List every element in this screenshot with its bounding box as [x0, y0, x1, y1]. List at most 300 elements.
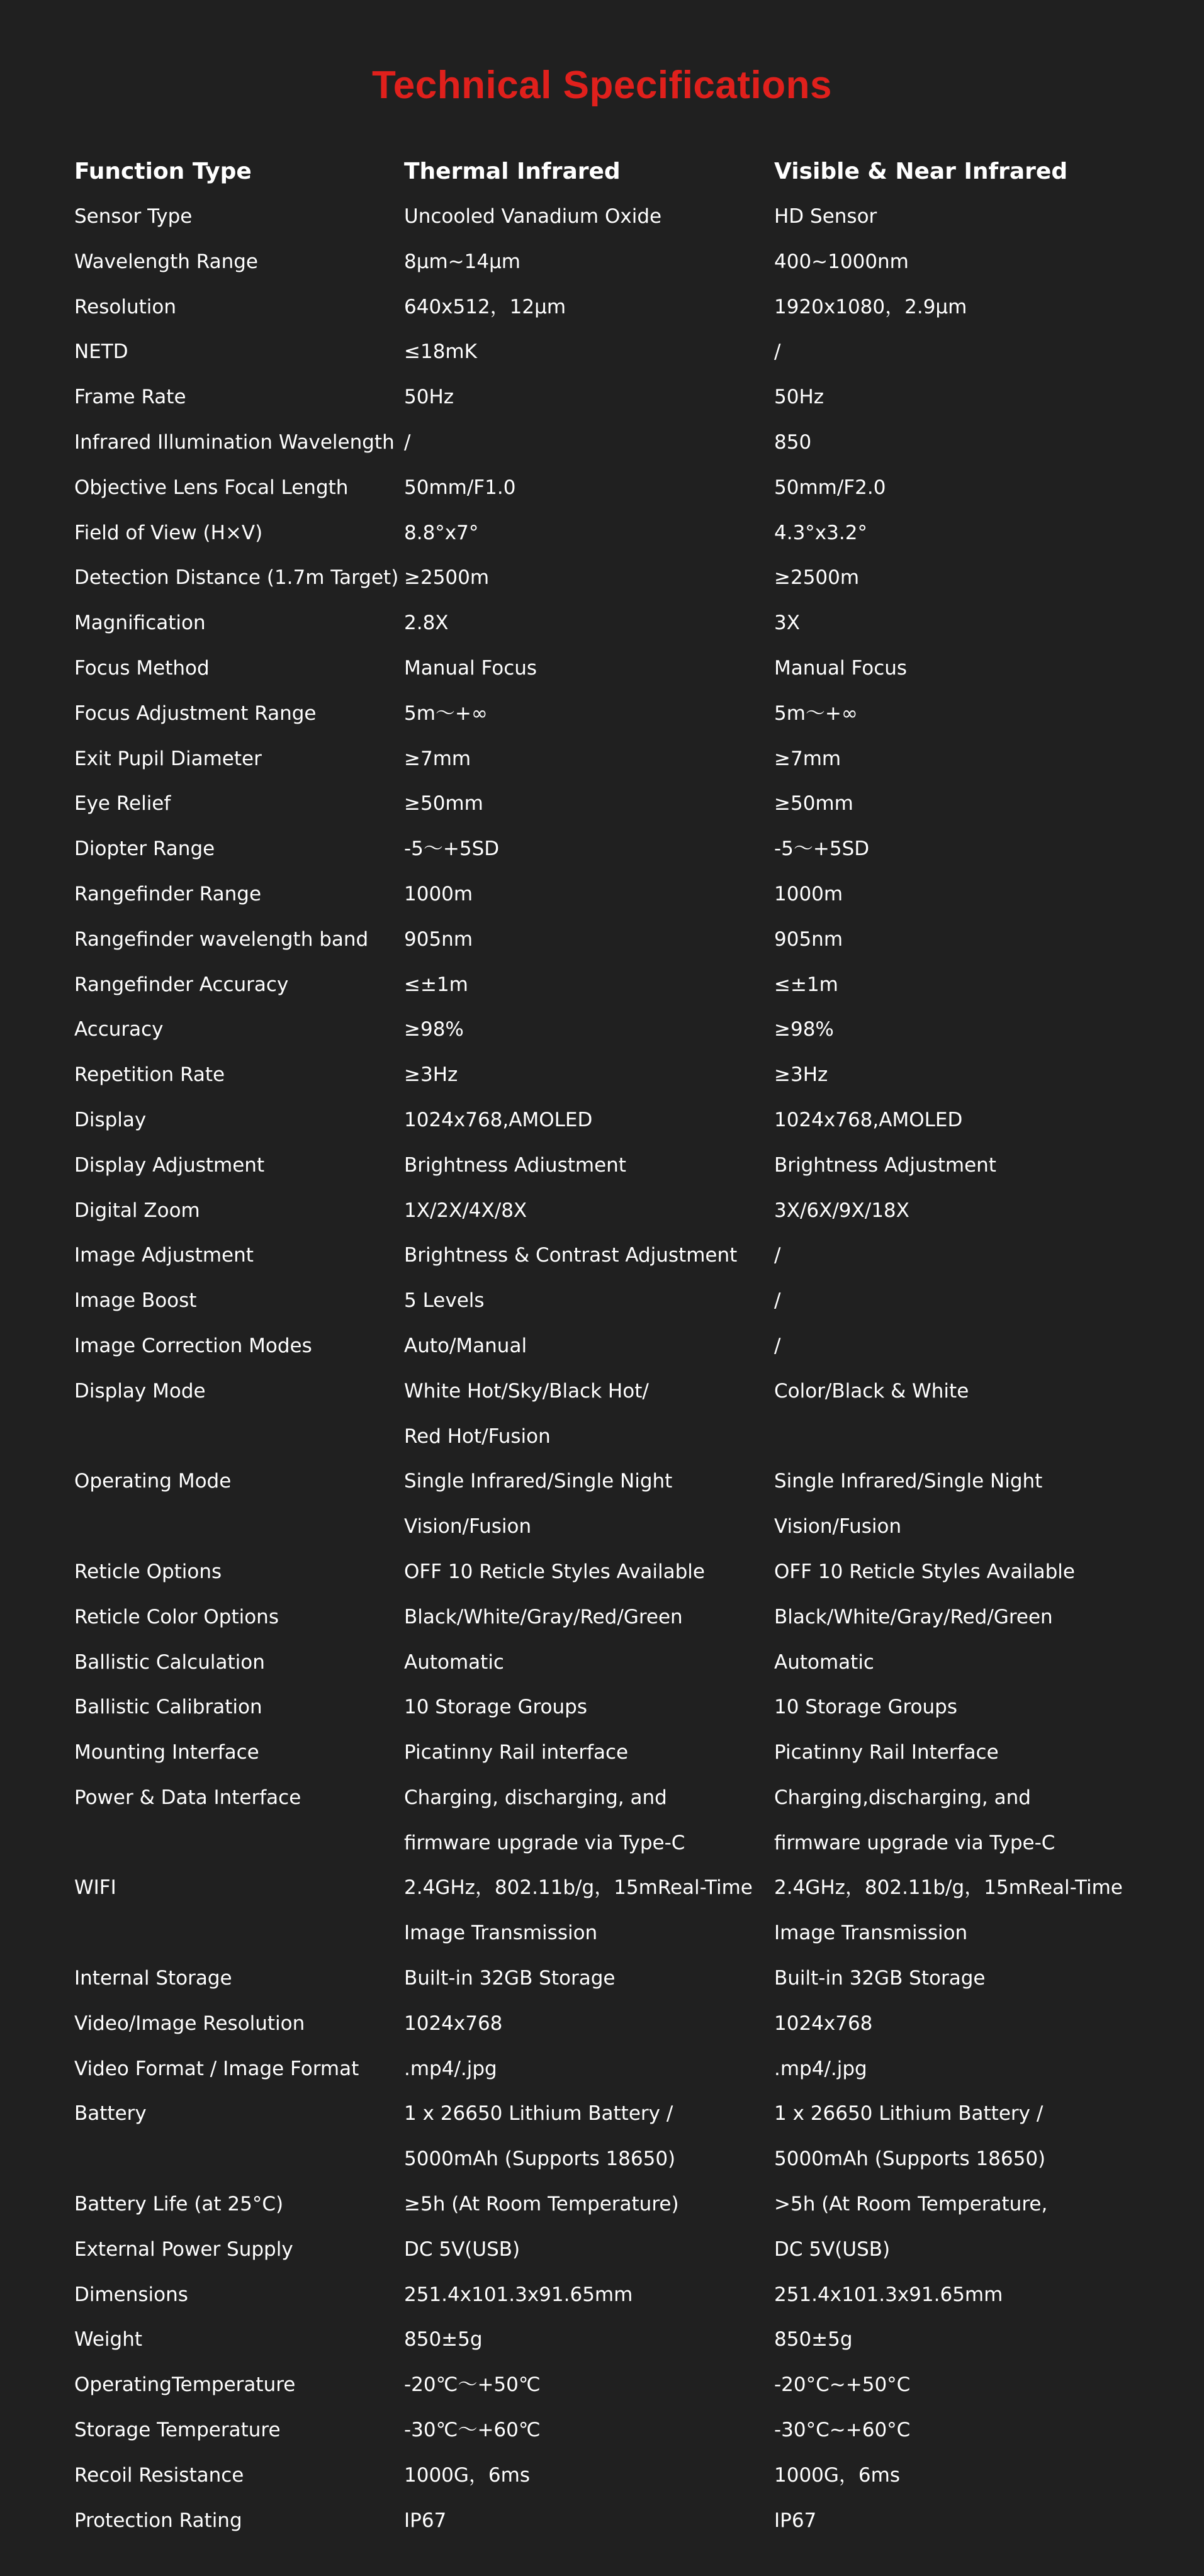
visible-value — [774, 737, 1144, 782]
table-row — [74, 1640, 1144, 1686]
thermal-value-line: 50mm/F1.0 — [404, 476, 516, 499]
table-row — [74, 466, 1144, 511]
visible-value — [774, 1369, 1144, 1414]
thermal-value — [404, 1550, 774, 1595]
spec-label-text: Ballistic Calculation — [74, 1650, 265, 1674]
spec-label — [74, 2182, 404, 2227]
table-row — [74, 2363, 1144, 2408]
visible-value-line: Image Transmission — [774, 1922, 968, 1945]
table-row — [74, 2408, 1144, 2453]
thermal-value — [404, 1098, 774, 1143]
thermal-value-line: Built-in 32GB Storage — [404, 1967, 616, 1990]
thermal-value — [404, 2273, 774, 2318]
thermal-value-line: Charging, discharging, and — [404, 1786, 667, 1809]
visible-value-line: 5000mAh (Supports 18650) — [774, 2148, 1046, 2171]
thermal-value-line: firmware upgrade via Type-C — [404, 1831, 685, 1854]
visible-value-line: Brightness Adjustment — [774, 1153, 996, 1177]
thermal-value-line: Brightness Adiustment — [404, 1153, 626, 1177]
visible-value — [774, 556, 1144, 601]
thermal-value-line: ≥5h (At Room Temperature) — [404, 2193, 679, 2216]
spec-label-text: Dimensions — [74, 2283, 188, 2306]
spec-label — [74, 1956, 404, 2002]
spec-label — [74, 2092, 404, 2137]
visible-value-line: 850 — [774, 430, 812, 454]
page-title: Technical Specifications — [372, 64, 832, 107]
visible-value — [774, 963, 1144, 1008]
spec-label-text: Storage Temperature — [74, 2419, 281, 2442]
thermal-value — [404, 511, 774, 556]
thermal-value-line: 8.8°x7° — [404, 521, 479, 544]
thermal-value-line: ≤±1m — [404, 973, 468, 996]
thermal-value — [404, 2408, 774, 2453]
spec-label-text: Ballistic Calibration — [74, 1696, 262, 1719]
thermal-value-line: 1024x768,AMOLED — [404, 1108, 593, 1131]
visible-value-line: / — [774, 340, 781, 364]
visible-value — [774, 1730, 1144, 1776]
thermal-value-line: OFF 10 Reticle Styles Available — [404, 1560, 705, 1583]
thermal-value-line: Red Hot/Fusion — [404, 1425, 551, 1448]
thermal-value — [404, 2363, 774, 2408]
spec-label — [74, 692, 404, 737]
thermal-value-line: ≥7mm — [404, 747, 471, 770]
spec-label-text: Repetition Rate — [74, 1063, 225, 1087]
spec-label-text: Mounting Interface — [74, 1741, 259, 1764]
visible-value-line: 5m～+∞ — [774, 702, 858, 725]
visible-value-line: 2.4GHz，802.11b/g，15mReal-Time — [774, 1876, 1123, 1900]
visible-value — [774, 2408, 1144, 2453]
visible-value — [774, 285, 1144, 330]
spec-label-text: Focus Adjustment Range — [74, 702, 317, 725]
thermal-value — [404, 1595, 774, 1640]
thermal-value — [404, 556, 774, 601]
table-header-row — [74, 149, 1144, 194]
thermal-value-line: 1024x768 — [404, 2012, 503, 2035]
visible-value — [774, 1098, 1144, 1143]
visible-value — [774, 2453, 1144, 2499]
thermal-value-line: Image Transmission — [404, 1922, 598, 1945]
spec-label-text: Detection Distance (1.7m Target) — [74, 566, 399, 590]
spec-label — [74, 1776, 404, 1821]
table-row — [74, 1233, 1144, 1279]
thermal-value — [404, 2182, 774, 2227]
thermal-value — [404, 827, 774, 872]
spec-label-text: Battery — [74, 2102, 147, 2125]
spec-label — [74, 2453, 404, 2499]
thermal-value-line: 50Hz — [404, 386, 454, 409]
spec-label — [74, 1369, 404, 1414]
spec-label-text: Eye Relief — [74, 792, 171, 815]
thermal-value-line: / — [404, 430, 411, 454]
table-row — [74, 2092, 1144, 2182]
header-function-type: Function Type — [74, 159, 252, 184]
spec-label-text: Power & Data Interface — [74, 1786, 301, 1809]
spec-label-text: External Power Supply — [74, 2237, 293, 2261]
spec-label-text: Battery Life (at 25°C) — [74, 2193, 284, 2216]
visible-value — [774, 420, 1144, 466]
visible-value — [774, 2182, 1144, 2227]
visible-value — [774, 1459, 1144, 1550]
visible-value-line: / — [774, 1289, 781, 1313]
spec-label — [74, 737, 404, 782]
visible-value — [774, 240, 1144, 285]
thermal-value-line: 850±5g — [404, 2328, 483, 2351]
thermal-value — [404, 2317, 774, 2363]
spec-label-text: Frame Rate — [74, 386, 186, 409]
spec-label-text: NETD — [74, 340, 128, 364]
thermal-value-line: 10 Storage Groups — [404, 1696, 587, 1719]
spec-label — [74, 2002, 404, 2047]
spec-label — [74, 1007, 404, 1053]
visible-value-line: 1000G，6ms — [774, 2463, 900, 2487]
spec-label — [74, 1279, 404, 1324]
spec-label — [74, 1866, 404, 1911]
spec-label — [74, 1730, 404, 1776]
thermal-value — [404, 1459, 774, 1550]
spec-label — [74, 466, 404, 511]
spec-label — [74, 240, 404, 285]
visible-value-line: 50mm/F2.0 — [774, 476, 886, 499]
thermal-value-line: ≥50mm — [404, 792, 483, 815]
thermal-value-line: Auto/Manual — [404, 1334, 527, 1357]
table-row — [74, 2047, 1144, 2092]
table-row — [74, 375, 1144, 420]
spec-label-text: Image Boost — [74, 1289, 197, 1313]
thermal-value — [404, 1866, 774, 1956]
spec-label — [74, 1640, 404, 1686]
table-row — [74, 1098, 1144, 1143]
visible-value-line: Charging,discharging, and — [774, 1786, 1031, 1809]
thermal-value-line: ≥2500m — [404, 566, 490, 590]
visible-value — [774, 1233, 1144, 1279]
spec-label — [74, 1459, 404, 1504]
spec-label-text: Video/Image Resolution — [74, 2012, 305, 2035]
thermal-value — [404, 2499, 774, 2544]
table-row — [74, 1143, 1144, 1189]
visible-value — [774, 1143, 1144, 1189]
thermal-value — [404, 240, 774, 285]
spec-label — [74, 375, 404, 420]
visible-value — [774, 646, 1144, 692]
thermal-value-line: ≥98% — [404, 1018, 464, 1041]
table-row — [74, 1189, 1144, 1234]
visible-value-line: -20°C~+50°C — [774, 2373, 911, 2397]
thermal-value-line: Vision/Fusion — [404, 1515, 532, 1538]
table-row — [74, 1776, 1144, 1866]
table-row — [74, 511, 1144, 556]
visible-value — [774, 1595, 1144, 1640]
visible-value — [774, 330, 1144, 375]
table-row — [74, 2453, 1144, 2499]
visible-value-line: Color/Black & White — [774, 1379, 969, 1403]
visible-value-line: 1024x768 — [774, 2012, 873, 2035]
spec-label-text: Resolution — [74, 295, 176, 318]
thermal-value — [404, 601, 774, 646]
thermal-value-line: 8μm~14μm — [404, 250, 520, 273]
spec-label — [74, 2047, 404, 2092]
table-row — [74, 420, 1144, 466]
thermal-value — [404, 1324, 774, 1369]
thermal-value — [404, 2092, 774, 2182]
table-row — [74, 240, 1144, 285]
thermal-value — [404, 781, 774, 827]
spec-label-text: Reticle Options — [74, 1560, 222, 1583]
table-row — [74, 1053, 1144, 1098]
header-thermal-infrared: Thermal Infrared — [404, 159, 621, 184]
spec-label — [74, 601, 404, 646]
visible-value — [774, 781, 1144, 827]
thermal-value-line: ≥3Hz — [404, 1063, 458, 1087]
thermal-value — [404, 1233, 774, 1279]
visible-value-line: 850±5g — [774, 2328, 853, 2351]
table-row — [74, 1279, 1144, 1324]
thermal-value — [404, 285, 774, 330]
thermal-value — [404, 692, 774, 737]
table-row — [74, 601, 1144, 646]
spec-label-text: Weight — [74, 2328, 143, 2351]
spec-label — [74, 1189, 404, 1234]
table-row — [74, 1459, 1144, 1550]
visible-value — [774, 2092, 1144, 2182]
thermal-value — [404, 1007, 774, 1053]
spec-label — [74, 646, 404, 692]
thermal-value — [404, 917, 774, 963]
table-row — [74, 1324, 1144, 1369]
visible-value — [774, 511, 1144, 556]
spec-label-text: Diopter Range — [74, 837, 215, 861]
visible-value — [774, 1279, 1144, 1324]
visible-value-line: Black/White/Gray/Red/Green — [774, 1605, 1053, 1628]
thermal-value — [404, 466, 774, 511]
spec-label — [74, 194, 404, 240]
visible-value-line: ≥7mm — [774, 747, 841, 770]
table-row — [74, 1685, 1144, 1730]
visible-value-line: 905nm — [774, 927, 843, 951]
spec-label — [74, 2273, 404, 2318]
visible-value-line: HD Sensor — [774, 205, 877, 228]
visible-value-line: firmware upgrade via Type-C — [774, 1831, 1055, 1854]
spec-label-text: Display Mode — [74, 1379, 206, 1403]
visible-value-line: 4.3°x3.2° — [774, 521, 867, 544]
visible-value — [774, 1324, 1144, 1369]
table-row — [74, 2227, 1144, 2273]
visible-value — [774, 601, 1144, 646]
spec-table — [74, 149, 1144, 2543]
thermal-value-line: Brightness & Contrast Adjustment — [404, 1244, 738, 1267]
spec-label-text: WIFI — [74, 1876, 116, 1900]
visible-value-line: Picatinny Rail Interface — [774, 1741, 999, 1764]
table-row — [74, 1866, 1144, 1956]
spec-label-text: Wavelength Range — [74, 250, 259, 273]
thermal-value-line: -5～+5SD — [404, 837, 500, 861]
spec-label-text: Reticle Color Options — [74, 1605, 279, 1628]
thermal-value — [404, 1640, 774, 1686]
visible-value-line: ≥98% — [774, 1018, 834, 1041]
visible-value-line: IP67 — [774, 2509, 817, 2532]
thermal-value — [404, 1369, 774, 1460]
spec-label-text: Operating Mode — [74, 1470, 232, 1493]
spec-label-text: Video Format / Image Format — [74, 2057, 359, 2080]
thermal-value — [404, 1776, 774, 1866]
spec-label — [74, 827, 404, 872]
visible-value-line: / — [774, 1244, 781, 1267]
spec-label-text: OperatingTemperature — [74, 2373, 296, 2397]
visible-value-line: 10 Storage Groups — [774, 1696, 957, 1719]
visible-value-line: 251.4x101.3x91.65mm — [774, 2283, 1003, 2306]
table-row — [74, 1369, 1144, 1460]
spec-label — [74, 1550, 404, 1595]
visible-value-line: Vision/Fusion — [774, 1515, 902, 1538]
thermal-value-line: 640x512，12μm — [404, 295, 566, 318]
thermal-value-line: 1000m — [404, 882, 473, 905]
visible-value — [774, 827, 1144, 872]
thermal-value — [404, 963, 774, 1008]
thermal-value — [404, 2227, 774, 2273]
spec-label — [74, 511, 404, 556]
thermal-value — [404, 330, 774, 375]
table-row — [74, 963, 1144, 1008]
spec-label — [74, 2227, 404, 2273]
visible-value-line: ≥2500m — [774, 566, 860, 590]
thermal-value — [404, 646, 774, 692]
table-row — [74, 2499, 1144, 2544]
table-row — [74, 737, 1144, 782]
spec-label — [74, 1233, 404, 1279]
thermal-value-line: Single Infrared/Single Night — [404, 1470, 673, 1493]
thermal-value-line: IP67 — [404, 2509, 447, 2532]
thermal-value — [404, 2047, 774, 2092]
thermal-value-line: Picatinny Rail interface — [404, 1741, 629, 1764]
visible-value — [774, 692, 1144, 737]
visible-value-line: ≥50mm — [774, 792, 853, 815]
table-body — [74, 194, 1144, 2543]
thermal-value — [404, 1279, 774, 1324]
visible-value-line: 3X/6X/9X/18X — [774, 1199, 909, 1222]
spec-label-text: Sensor Type — [74, 205, 193, 228]
thermal-value-line: 1000G，6ms — [404, 2463, 530, 2487]
visible-value — [774, 2273, 1144, 2318]
visible-value-line: .mp4/.jpg — [774, 2057, 867, 2080]
visible-value — [774, 1053, 1144, 1098]
table-row — [74, 2273, 1144, 2318]
spec-label — [74, 1595, 404, 1640]
table-row — [74, 2317, 1144, 2363]
visible-value — [774, 1550, 1144, 1595]
spec-label — [74, 2363, 404, 2408]
visible-value — [774, 2002, 1144, 2047]
thermal-value-line: Black/White/Gray/Red/Green — [404, 1605, 683, 1628]
spec-label-text: Rangefinder Accuracy — [74, 973, 289, 996]
table-row — [74, 1595, 1144, 1640]
visible-value — [774, 1007, 1144, 1053]
spec-label-text: Exit Pupil Diameter — [74, 747, 262, 770]
spec-label — [74, 781, 404, 827]
spec-label-text: Field of View (H×V) — [74, 521, 263, 544]
spec-label — [74, 963, 404, 1008]
table-row — [74, 1956, 1144, 2002]
thermal-value-line: -20℃～+50℃ — [404, 2373, 541, 2397]
table-row — [74, 285, 1144, 330]
visible-value-line: 1000m — [774, 882, 843, 905]
spec-label-text: Rangefinder wavelength band — [74, 927, 369, 951]
spec-label — [74, 420, 404, 466]
visible-value — [774, 1685, 1144, 1730]
table-row — [74, 2002, 1144, 2047]
table-row — [74, 781, 1144, 827]
visible-value — [774, 1776, 1144, 1866]
spec-label — [74, 2317, 404, 2363]
visible-value — [774, 872, 1144, 917]
thermal-value-line: .mp4/.jpg — [404, 2057, 497, 2080]
visible-value — [774, 917, 1144, 963]
table-row — [74, 2182, 1144, 2227]
table-row — [74, 827, 1144, 872]
table-row — [74, 917, 1144, 963]
table-row — [74, 556, 1144, 601]
spec-label — [74, 2408, 404, 2453]
spec-label-text: Accuracy — [74, 1018, 164, 1041]
spec-label — [74, 917, 404, 963]
spec-label — [74, 1143, 404, 1189]
spec-label — [74, 872, 404, 917]
visible-value — [774, 2047, 1144, 2092]
visible-value — [774, 1640, 1144, 1686]
header-visible-near-infrared: Visible & Near Infrared — [774, 159, 1068, 184]
spec-label — [74, 1685, 404, 1730]
thermal-value-line: 5000mAh (Supports 18650) — [404, 2148, 676, 2171]
visible-value-line: 1920x1080，2.9μm — [774, 295, 967, 318]
spec-label — [74, 285, 404, 330]
visible-value-line: 1 x 26650 Lithium Battery / — [774, 2102, 1044, 2125]
thermal-value — [404, 2002, 774, 2047]
spec-label-text: Internal Storage — [74, 1967, 232, 1990]
table-row — [74, 872, 1144, 917]
visible-value-line: 1024x768,AMOLED — [774, 1108, 963, 1131]
spec-label-text: Magnification — [74, 612, 206, 635]
visible-value-line: >5h (At Room Temperature, — [774, 2193, 1048, 2216]
thermal-value — [404, 872, 774, 917]
thermal-value-line: Manual Focus — [404, 656, 537, 680]
thermal-value-line: DC 5V(USB) — [404, 2237, 520, 2261]
spec-label-text: Objective Lens Focal Length — [74, 476, 349, 499]
visible-value-line: Automatic — [774, 1650, 874, 1674]
thermal-value-line: 1X/2X/4X/8X — [404, 1199, 527, 1222]
visible-value-line: 50Hz — [774, 386, 824, 409]
spec-label-text: Display Adjustment — [74, 1153, 265, 1177]
thermal-value — [404, 1189, 774, 1234]
thermal-value-line: 251.4x101.3x91.65mm — [404, 2283, 633, 2306]
thermal-value-line: White Hot/Sky/Black Hot/ — [404, 1379, 649, 1403]
thermal-value — [404, 1685, 774, 1730]
visible-value — [774, 194, 1144, 240]
visible-value — [774, 2499, 1144, 2544]
visible-value — [774, 375, 1144, 420]
table-row — [74, 1550, 1144, 1595]
thermal-value — [404, 194, 774, 240]
table-row — [74, 1730, 1144, 1776]
visible-value-line: / — [774, 1334, 781, 1357]
thermal-value-line: 5 Levels — [404, 1289, 485, 1313]
thermal-value — [404, 1143, 774, 1189]
visible-value-line: 3X — [774, 612, 800, 635]
table-row — [74, 692, 1144, 737]
visible-value-line: 400~1000nm — [774, 250, 909, 273]
spec-label — [74, 2499, 404, 2544]
thermal-value-line: 1 x 26650 Lithium Battery / — [404, 2102, 673, 2125]
spec-label-text: Image Correction Modes — [74, 1334, 312, 1357]
spec-label-text: Recoil Resistance — [74, 2463, 244, 2487]
thermal-value-line: ≤18mK — [404, 340, 477, 364]
spec-label — [74, 1324, 404, 1369]
